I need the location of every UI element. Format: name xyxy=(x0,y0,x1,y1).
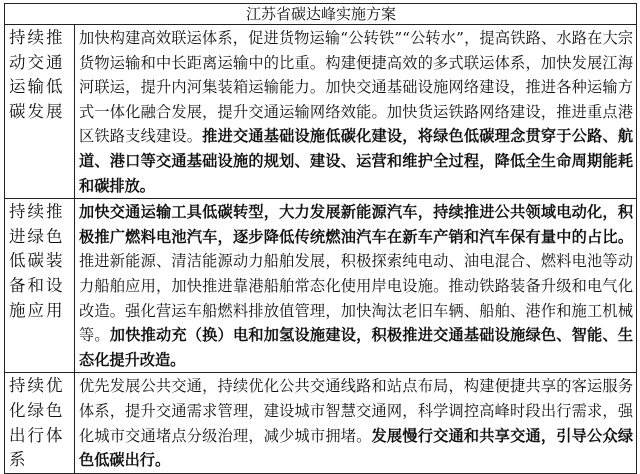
table-row xyxy=(5,373,637,473)
row-content xyxy=(75,25,637,199)
row-category: 持续推进绿色低碳装备和设施应用 xyxy=(5,199,75,373)
row-content xyxy=(75,373,637,473)
table-row xyxy=(5,199,637,373)
row-category: 持续优化绿色出行体系 xyxy=(5,373,75,473)
content-text: 推进新能源、清洁能源动力船舶发展，积极探索纯电动、油电混合、燃料电池等动力船舶应用，加快推进靠港船舶常态化使用岸电设施。推动铁路装备升级和电气化改造。强化营运车船燃料排放值管理，加快淘汰老旧车辆、船舶、港作和施工机械等。 xyxy=(79,252,634,345)
table-title: 江苏省碳达峰实施方案 xyxy=(5,4,637,25)
carbon-peak-plan-table xyxy=(4,3,637,474)
content-bold-text: 加快交通运输工具低碳转型，大力发展新能源汽车，持续推进公共领域电动化，积极推广燃料电池汽车，逐步降低传统燃油汽车在新车产销和汽车保有量中的占比。 xyxy=(79,203,634,246)
content-text: 加快构建高效联运体系，促进货物运输“公转铁”“公转水”，提高铁路、水路在大宗货物运输和中长距离运输中的比重。构建便捷高效的多式联运体系，加快发展江海河联运，提升内河集装箱运输能力。加快交通基础设施网络建设，推进各种运输方式一体化融合发展，提升交通运输网络效能。加快货运铁路网络建设，推进重点港区铁路支线建设。 xyxy=(79,29,634,146)
content-text: 优先发展公共交通，持续优化公共交通线路和站点布局，构建便捷共享的客运服务体系，提升交通需求管理，建设城市智慧交通网，科学调控高峰时段出行需求，强化城市交通堵点分级治理，减少城市拥堵。 xyxy=(79,377,634,445)
row-category: 持续推动交通运输低碳发展 xyxy=(5,25,75,199)
content-bold-text: 发展慢行交通和共享交通，引导公众绿色低碳出行。 xyxy=(79,426,634,470)
table-row xyxy=(5,25,637,199)
table-title-row xyxy=(5,4,637,25)
content-bold-text: 加快推动充（换）电和加氢设施建设，积极推进交通基础设施绿色、智能、生态化提升改造。 xyxy=(79,326,634,369)
content-bold-text: 推进交通基础设施低碳化建设，将绿色低碳理念贯穿于公路、航道、港口等交通基础设施的规划、建设、运营和维护全过程，降低全生命周期能耗和碳排放。 xyxy=(79,127,634,195)
row-content xyxy=(75,199,637,373)
